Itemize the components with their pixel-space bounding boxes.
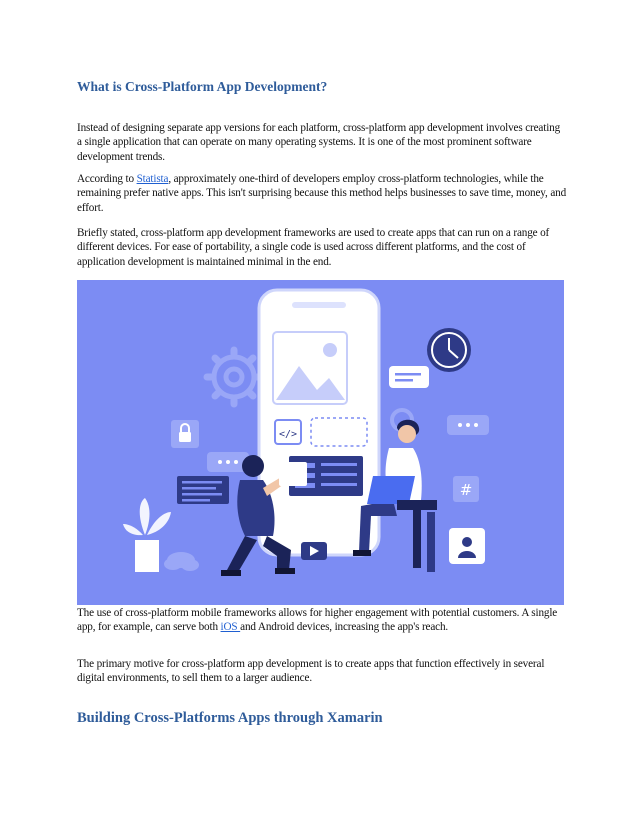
cross-platform-illustration bbox=[77, 280, 564, 605]
section-heading-cross-platform: What is Cross-Platform App Development? bbox=[77, 79, 328, 94]
paragraph-motive: The primary motive for cross-platform app development is to create apps that function effectively in several digital environments, to sell them to a larger audience. bbox=[77, 658, 545, 685]
paragraph-frameworks: Briefly stated, cross-platform app development frameworks are used to create apps that can run on a range of different devices. For ease of portability, a single code is used across different platforms, and the cost of application development is maintained minimal in the end. bbox=[77, 227, 550, 268]
paragraph-intro: Instead of designing separate app versions for each platform, cross-platform app development involves creating a single application that can operate on many operating systems. It is one of the most prominent software development trends. bbox=[77, 122, 561, 163]
paragraph-text: , approximately one-third of developers employ cross-platform technologies, while the remaining prefer native apps. This isn't surprising because this method helps businesses to save time, money, and effort. bbox=[77, 173, 567, 214]
message-bubble-icon bbox=[389, 366, 429, 388]
code-symbol: </> bbox=[278, 429, 298, 440]
paragraph-statista bbox=[77, 172, 567, 215]
ios-link[interactable]: iOS bbox=[220, 621, 241, 634]
paragraph-text: According to bbox=[77, 173, 137, 185]
illustration-graphic bbox=[77, 280, 564, 605]
statista-link[interactable]: Statista bbox=[136, 173, 169, 185]
user-profile-icon bbox=[449, 528, 485, 564]
paragraph-text: The use of cross-platform mobile frameworks allows for higher engagement with potential customers. A single app, for example, can serve both bbox=[77, 607, 558, 634]
code-panel bbox=[177, 476, 229, 504]
paragraph-engagement bbox=[77, 606, 567, 635]
section-heading-xamarin: Building Cross-Platforms Apps through Xamarin bbox=[77, 710, 383, 726]
chat-bubble-right-icon bbox=[447, 415, 489, 435]
clock-icon bbox=[427, 328, 471, 372]
hash-symbol: # bbox=[459, 481, 473, 499]
floating-card bbox=[279, 462, 307, 486]
lock-icon bbox=[171, 420, 199, 448]
paragraph-text: and Android devices, increasing the app's reach. bbox=[240, 621, 449, 634]
bar-decoration bbox=[427, 512, 435, 572]
hashtag-icon bbox=[453, 476, 479, 502]
